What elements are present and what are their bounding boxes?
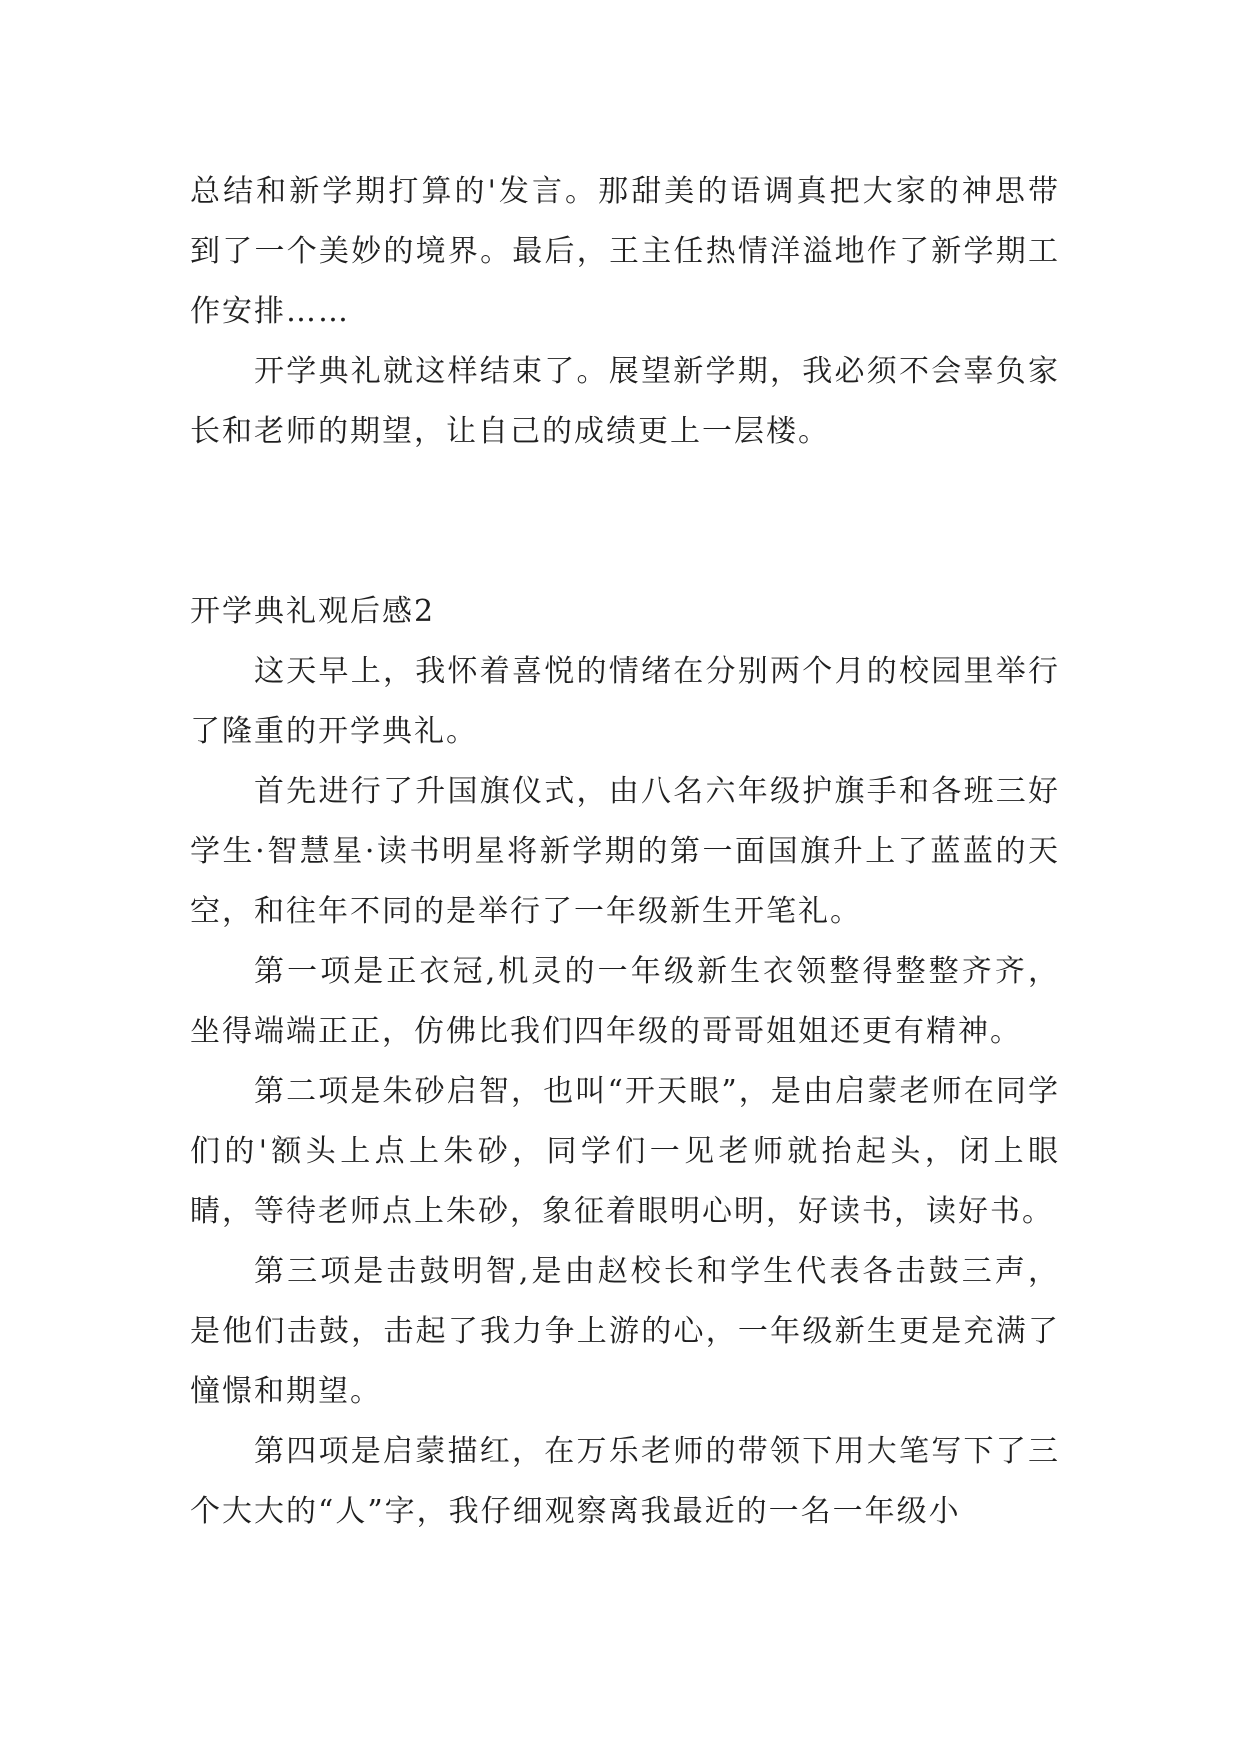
section-title: 开学典礼观后感2 (190, 594, 436, 629)
paragraph-flag-ceremony: 首先进行了升国旗仪式，由八名六年级护旗手和各班三好学生·智慧星·读书明星将新学期的第一面国旗升上了蓝蓝的天空，和往年不同的是举行了一年级新生开笔礼。 (190, 774, 1060, 929)
paragraph-item-one: 第一项是正衣冠,机灵的一年级新生衣领整得整整齐齐，坐得端端正正，仿佛比我们四年级的哥哥姐姐还更有精神。 (190, 954, 1060, 1049)
paragraph-continuation: 总结和新学期打算的'发言。那甜美的语调真把大家的神思带到了一个美妙的境界。最后，王主任热情洋溢地作了新学期工作安排…… (190, 174, 1060, 329)
paragraph-item-two: 第二项是朱砂启智，也叫“开天眼”，是由启蒙老师在同学们的'额头上点上朱砂，同学们一见老师就抬起头，闭上眼睛，等待老师点上朱砂，象征着眼明心明，好读书，读好书。 (190, 1074, 1060, 1229)
paragraph-item-three: 第三项是击鼓明智,是由赵校长和学生代表各击鼓三声，是他们击鼓，击起了我力争上游的心，一年级新生更是充满了憧憬和期望。 (190, 1254, 1060, 1409)
paragraph-intro: 这天早上，我怀着喜悦的情绪在分别两个月的校园里举行了隆重的开学典礼。 (190, 654, 1060, 749)
section-spacer (190, 462, 1060, 582)
document-body (190, 162, 1060, 1542)
paragraph-item-four: 第四项是启蒙描红，在万乐老师的带领下用大笔写下了三个大大的“人”字，我仔细观察离我最近的一名一年级小 (190, 1434, 1060, 1529)
paragraph-ending: 开学典礼就这样结束了。展望新学期，我必须不会辜负家长和老师的期望，让自己的成绩更上一层楼。 (190, 354, 1060, 449)
